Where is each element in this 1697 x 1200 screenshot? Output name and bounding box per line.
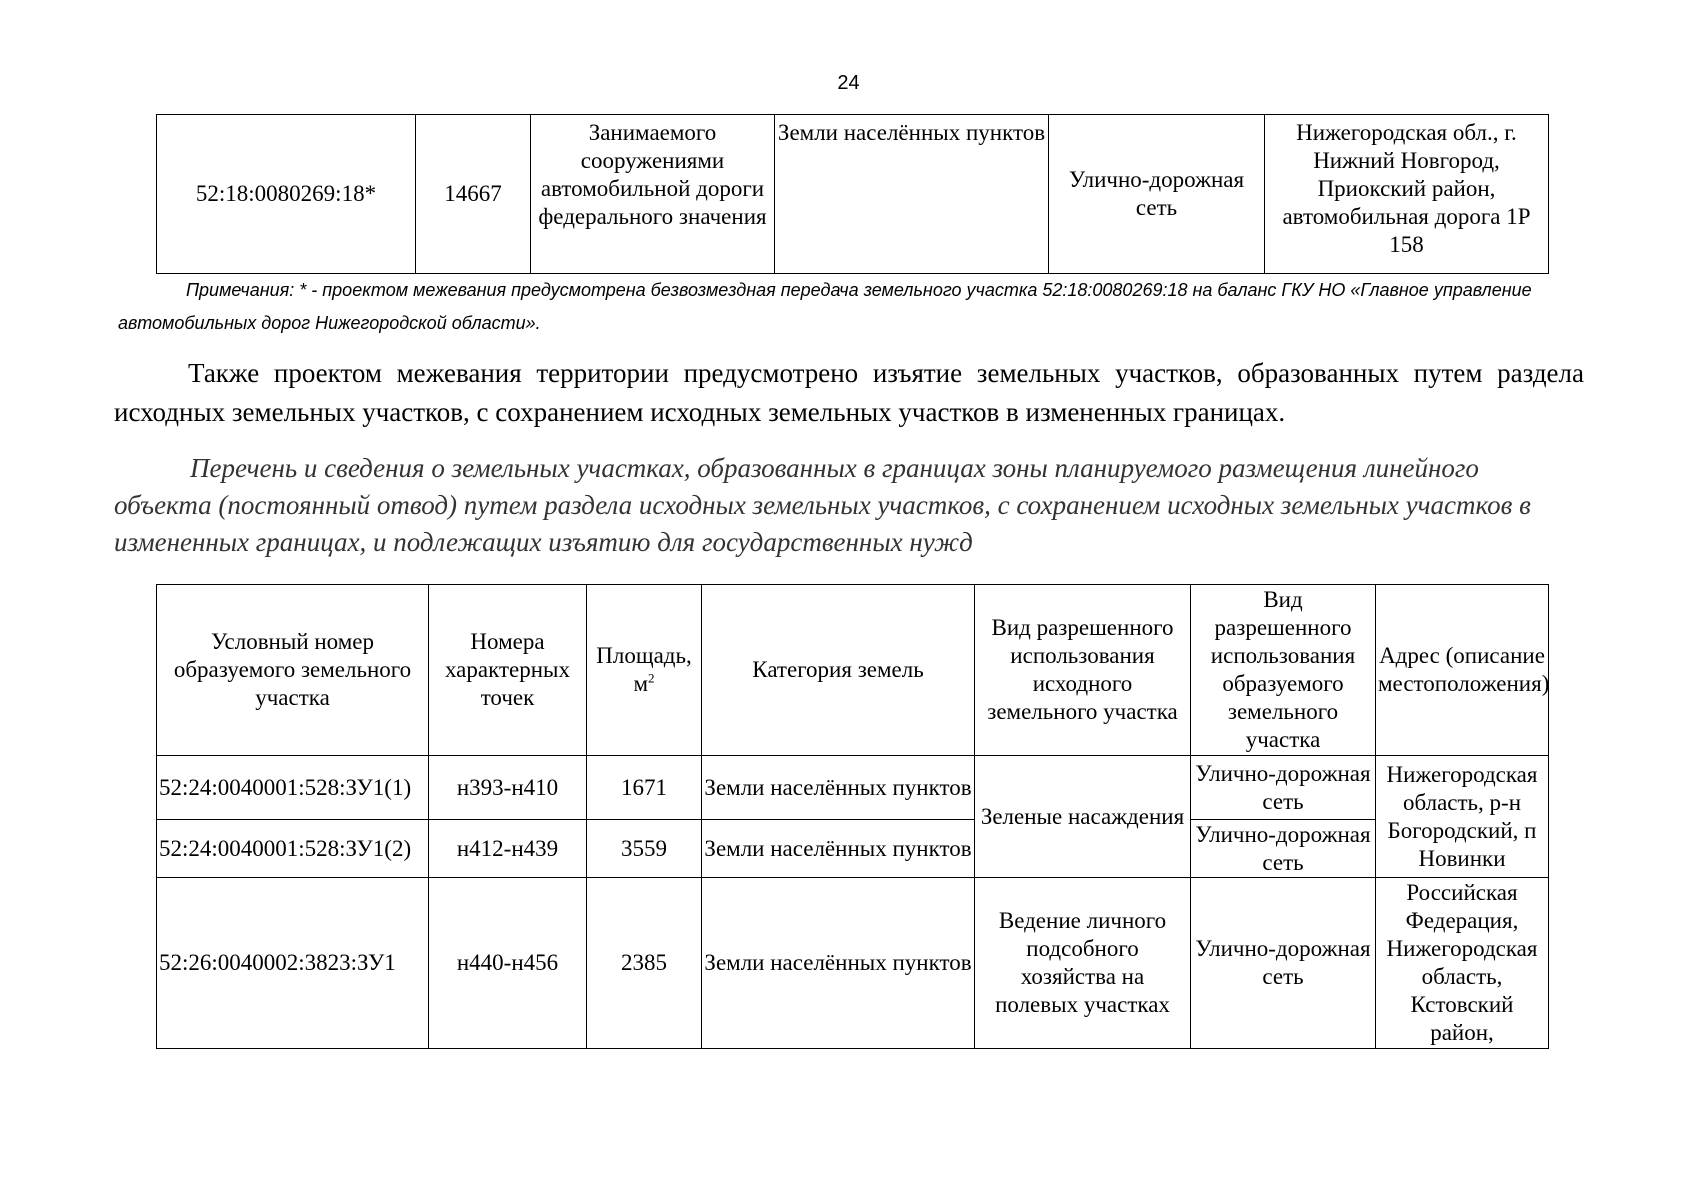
- parcel-area: 3559: [587, 820, 702, 878]
- header-points: Номера характерных точек: [429, 585, 587, 756]
- parcel-category: Земли населённых пунктов: [702, 878, 975, 1049]
- parcel-area: 2385: [587, 878, 702, 1049]
- table-row: [157, 820, 1549, 878]
- parcel-number: 52:24:0040001:528:ЗУ1(2): [157, 820, 429, 878]
- parcel-use-formed: Улично-дорожная сеть: [1191, 820, 1376, 878]
- parcel-number: 52:26:0040002:3823:ЗУ1: [157, 878, 429, 1049]
- header-use-formed: Вид разрешенного использования образуемого земельного участка: [1191, 585, 1376, 756]
- table-heading: Перечень и сведения о земельных участках, образованных в границах зоны планируемого размещения линейного объекта (постоянный отвод) путем раздела исходных земельных участков, с сохранением исходных земельных участков в измененных границах, и подлежащих изъятию для государственных нужд: [114, 453, 1531, 557]
- land-category: Земли населённых пунктов: [775, 115, 1049, 274]
- parcel-points: н440-н456: [429, 878, 587, 1049]
- area-value: 14667: [416, 115, 531, 274]
- parcel-points: н412-н439: [429, 820, 587, 878]
- table-row: [157, 756, 1549, 820]
- table-row: [157, 878, 1549, 1049]
- table-note: Примечания: * - проектом межевания предусмотрена безвозмездная передача земельного участка 52:18:0080269:18 на баланс ГКУ НО «Главное управление автомобильных дорог Нижегородской области».: [118, 280, 1532, 333]
- table-row: [157, 115, 1549, 274]
- header-number: Условный номер образуемого земельного участка: [157, 585, 429, 756]
- parcel-area: 1671: [587, 756, 702, 820]
- occupied-description: Занимаемого сооружениями автомобильной дороги федерального значения: [531, 115, 775, 274]
- parcel-address-merged: Нижегородская область, р-н Богородский, п Новинки: [1376, 756, 1549, 878]
- parcel-number: 52:24:0040001:528:ЗУ1(1): [157, 756, 429, 820]
- header-area: [587, 585, 702, 756]
- page-number: 24: [837, 72, 860, 94]
- address: Нижегородская обл., г. Нижний Новгород, Приокский район, автомобильная дорога 1Р 158: [1265, 115, 1549, 274]
- header-area-sup: 2: [648, 670, 655, 686]
- parcel-use-source: Ведение личного подсобного хозяйства на полевых участках: [975, 878, 1191, 1049]
- body-paragraph: Также проектом межевания территории предусмотрено изъятие земельных участков, образованных путем раздела исходных земельных участков, с сохранением исходных земельных участков в измененных границах.: [114, 358, 1584, 427]
- parcel-use-source-merged: Зеленые насаждения: [975, 756, 1191, 878]
- parcel-table-continued: [156, 114, 1549, 274]
- header-area-label: Площадь, м: [596, 643, 692, 696]
- parcel-category: Земли населённых пунктов: [702, 756, 975, 820]
- header-address: Адрес (описание местоположения): [1376, 585, 1549, 756]
- permitted-use: Улично-дорожная сеть: [1049, 115, 1265, 274]
- formed-parcels-table: [156, 584, 1549, 1049]
- parcel-address: Российская Федерация, Нижегородская область, Кстовский район,: [1376, 878, 1549, 1049]
- parcel-use-formed: Улично-дорожная сеть: [1191, 878, 1376, 1049]
- parcel-category: Земли населённых пунктов: [702, 820, 975, 878]
- parcel-use-formed: Улично-дорожная сеть: [1191, 756, 1376, 820]
- parcel-points: н393-н410: [429, 756, 587, 820]
- header-use-source: Вид разрешенного использования исходного земельного участка: [975, 585, 1191, 756]
- cadastral-number: 52:18:0080269:18*: [157, 115, 416, 274]
- header-category: Категория земель: [702, 585, 975, 756]
- table-header-row: [157, 585, 1549, 756]
